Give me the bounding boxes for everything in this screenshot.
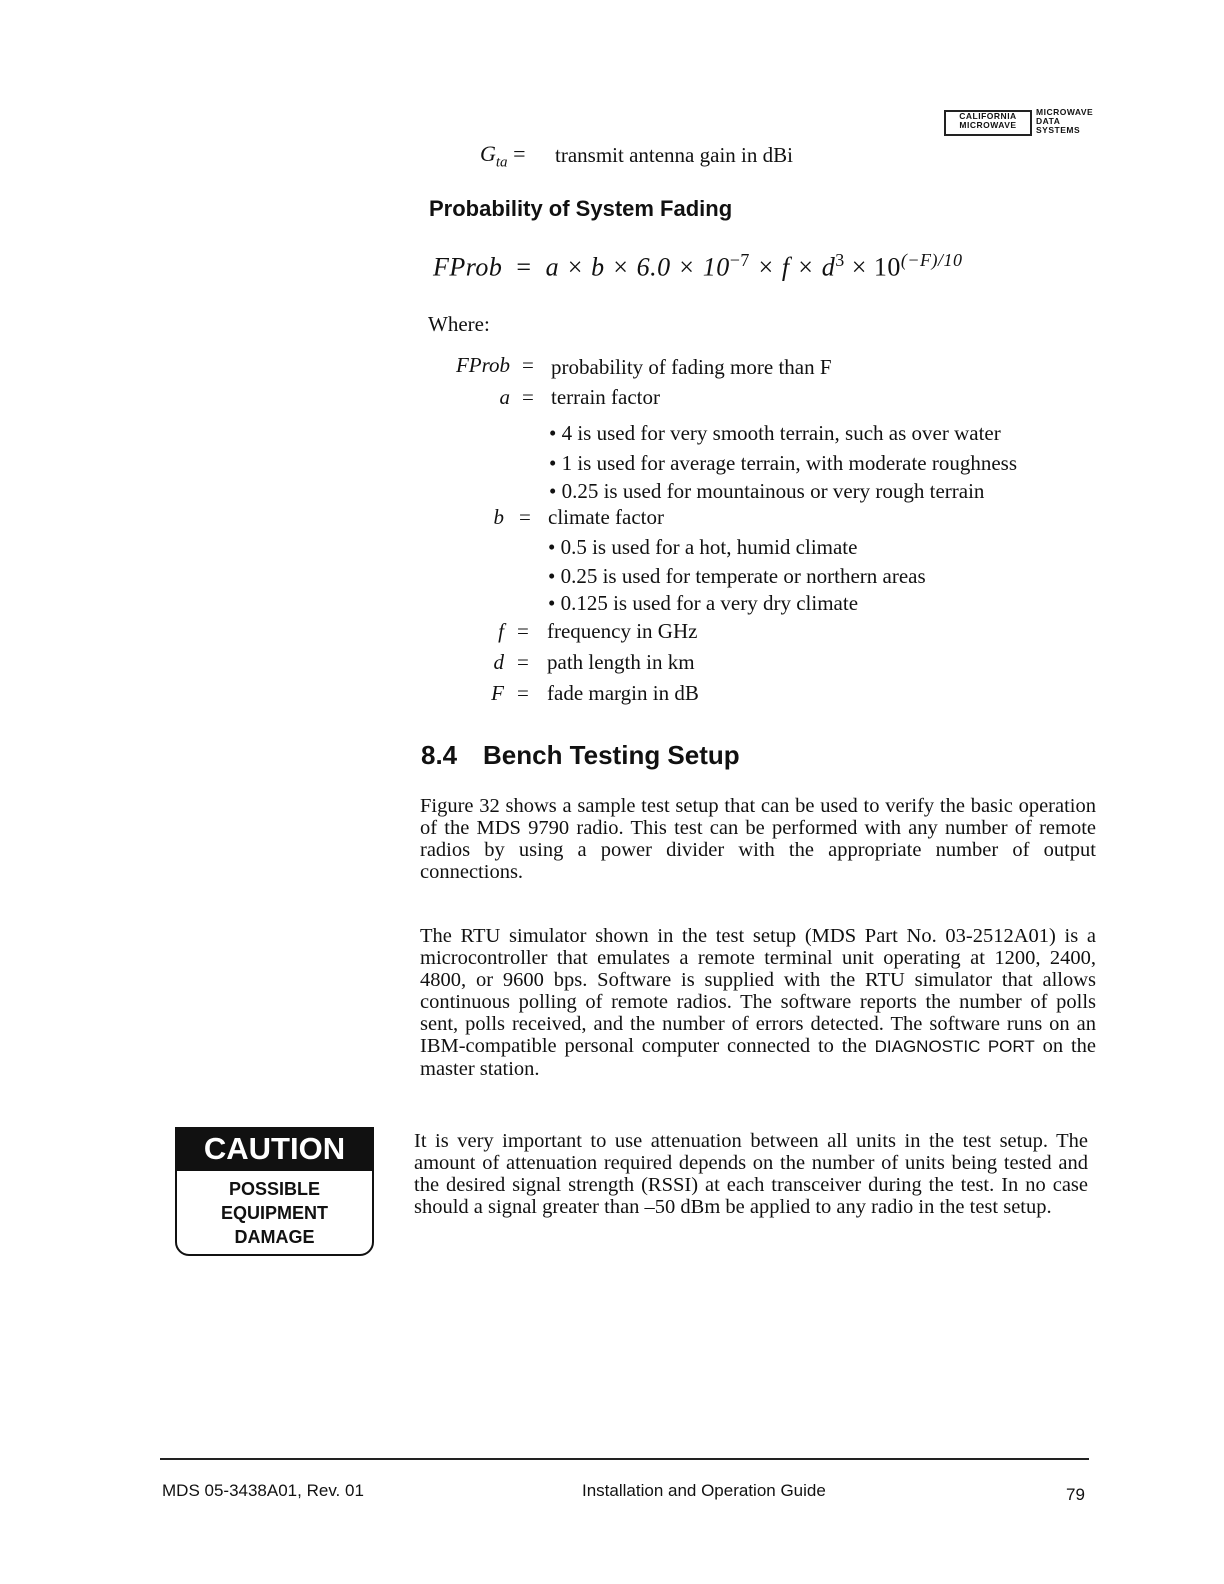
def-equals-F: = (517, 681, 529, 705)
def-text-fprob: probability of fading more than F (551, 355, 832, 379)
climate-bullet-2: • 0.25 is used for temperate or northern areas (548, 564, 926, 588)
def-symbol-f: f (498, 619, 504, 643)
gta-subscript: ta (495, 154, 508, 171)
logo-box-line1: CALIFORNIA (959, 111, 1017, 121)
def-text-a: terrain factor (551, 385, 661, 409)
formula-exp2: 3 (835, 250, 845, 270)
section-heading (421, 740, 740, 771)
caution-line-3: DAMAGE (234, 1227, 315, 1247)
paragraph-2-text: The RTU simulator shown in the test setup (MDS Part No. 03-2512A01) is a microcontroller that emulates a remote terminal unit operating at 1200, 2400, 4800, or 9600 bps. Software is supplied with the RTU simulator that allows continuous polling of remote radios. The software reports the number of polls sent, polls received, and the number of errors detected. The software runs on an IBM-compatible personal computer connected to the (420, 925, 1096, 1057)
caution-line-1: POSSIBLE (228, 1179, 321, 1199)
fading-formula (433, 250, 963, 283)
caution-title: CAUTION (175, 1127, 374, 1171)
formula-body-start: a × b × 6.0 × 10 (545, 252, 730, 282)
def-symbol-d: d (493, 650, 504, 674)
def-equals-fprob: = (522, 353, 534, 377)
def-equals-d: = (517, 650, 529, 674)
def-text-F: fade margin in dB (547, 681, 699, 705)
logo-side-line1: MICROWAVE (1036, 107, 1094, 117)
logo-box-line2: MICROWAVE (959, 120, 1017, 130)
caution-notice (175, 1127, 374, 1256)
terrain-bullet-3: • 0.25 is used for mountainous or very rough terrain (549, 479, 985, 503)
terrain-bullet-1: • 4 is used for very smooth terrain, such as over water (549, 421, 1001, 445)
def-text-b: climate factor (548, 505, 665, 529)
def-symbol-a: a (499, 385, 510, 409)
formula-lhs: FProb (433, 252, 503, 282)
def-equals-f: = (517, 619, 529, 643)
def-equals-a: = (522, 385, 534, 409)
caution-line-2: EQUIPMENT (220, 1203, 328, 1223)
gta-equals: = (513, 141, 526, 166)
def-equals-b: = (519, 505, 531, 529)
footer-doc-id: MDS 05-3438A01, Rev. 01 (162, 1481, 364, 1500)
def-symbol-F: F (491, 681, 504, 705)
section-number: 8.4 (421, 740, 458, 770)
gta-definition (480, 141, 793, 171)
paragraph-2-end: on the master station. (420, 1035, 1096, 1080)
climate-bullet-3: • 0.125 is used for a very dry climate (548, 591, 859, 615)
paragraph-2 (420, 925, 1096, 1080)
climate-bullet-1: • 0.5 is used for a hot, humid climate (548, 535, 858, 559)
logo-side-text (1036, 108, 1093, 135)
diagnostic-port-label: DIAGNOSTIC PORT (874, 1037, 1035, 1056)
where-label: Where: (428, 312, 490, 336)
footer-rule (160, 1458, 1089, 1460)
section-title: Bench Testing Setup (483, 740, 740, 770)
logo-side-line2: DATA (1036, 116, 1061, 126)
formula-exp1: −7 (729, 250, 750, 270)
def-text-f: frequency in GHz (547, 619, 698, 643)
gta-symbol: G (480, 141, 496, 166)
formula-mid: × f × d (749, 252, 836, 282)
footer-guide-title: Installation and Operation Guide (582, 1481, 826, 1500)
footer-page-number: 79 (1066, 1485, 1085, 1504)
terrain-bullet-2: • 1 is used for average terrain, with moderate roughness (549, 451, 1018, 475)
gta-definition-text: transmit antenna gain in dBi (555, 143, 793, 167)
paragraph-1: Figure 32 shows a sample test setup that can be used to verify the basic operation of the MDS 9790 radio. This test can be performed with any number of remote radios by using a power divider with the appropriate number of output connections. (420, 795, 1096, 883)
paragraph-3: It is very important to use attenuation between all units in the test setup. The amount of attenuation required depends on the number of units being tested and the desired signal strength (RSSI) at each transceiver during the test. In no case should a signal greater than –50 dBm be applied to any radio in the test setup. (414, 1130, 1088, 1218)
formula-eq: = (516, 252, 532, 282)
formula-exp3: (−F)/10 (900, 250, 963, 270)
def-symbol-fprob: FProb (455, 353, 510, 377)
def-symbol-b: b (493, 505, 504, 529)
logo-box (944, 110, 1032, 136)
logo-side-line3: SYSTEMS (1036, 125, 1081, 135)
def-text-d: path length in km (547, 650, 695, 674)
caution-body (177, 1177, 372, 1249)
fading-heading: Probability of System Fading (429, 196, 733, 221)
formula-tail: × 10 (844, 252, 901, 282)
